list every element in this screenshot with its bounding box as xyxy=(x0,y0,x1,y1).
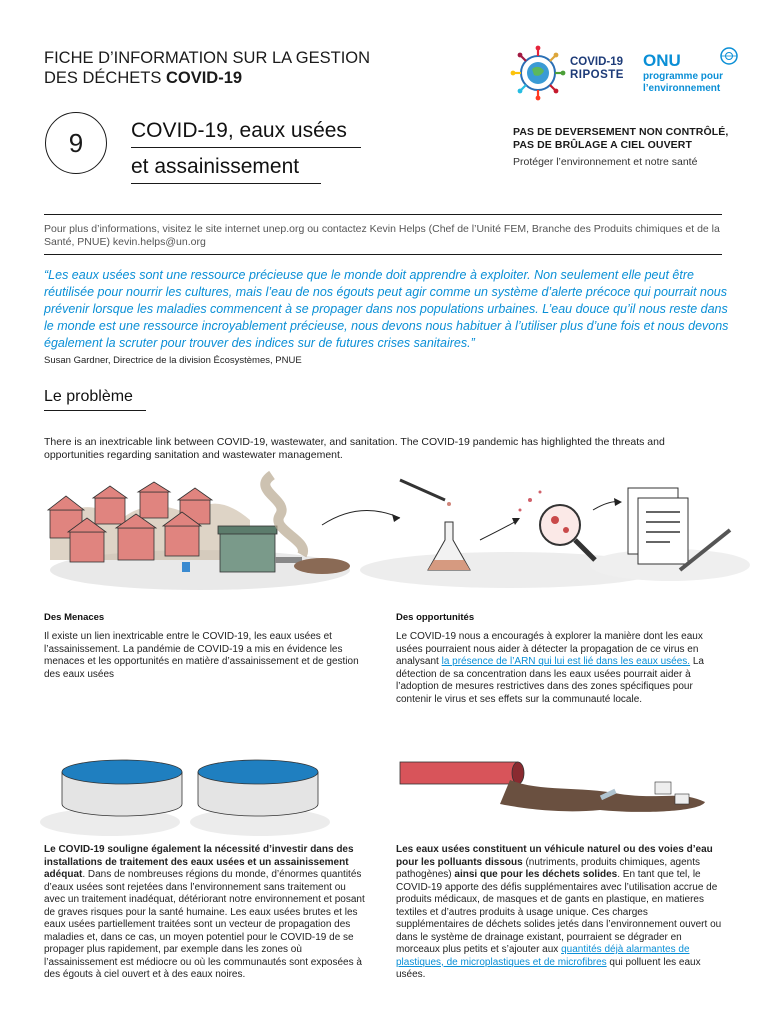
quote-text: “Les eaux usées sont une ressource précieuse que le monde doit apprendre à exploiter. Non seulement elle peut être réutilisée pour nourrir les cultures, mais l’eau de nos égouts peut agir comme un système d’alerte précoce qui pourrait nous prévenir lorsque les maladies commencent à se propager dans nos populations urbaines. L’eau douce qu’il nous reste dans le monde est une ressource incroyablement précieuse, nous devons nous habituer à l’utiliser plus d’une fois et nous devons également la scruter pour trouver des indices sur de futures crises sanitaires.” xyxy=(44,268,729,350)
opportunites-text-2: La détection de sa concentration dans les eaux usées pourrait aider à l’adoption de mesures restrictives dans des zones spécifiques pour contenir le virus et ses effets sur la communauté locale. xyxy=(396,656,704,705)
section-underline xyxy=(44,410,146,411)
fiche-title-line2 xyxy=(44,68,404,88)
divider-top xyxy=(44,214,722,215)
covid-logo-line2: RIPOSTE xyxy=(570,69,624,81)
latrine-icon xyxy=(220,532,275,572)
traitement-body: . Dans de nombreuses régions du monde, d’énormes quantités d’eaux usées sont rejetées dans l’environnement sans traitement ou avec un traitement inadéquat, détériorant notre environnement et posant de graves risques pour la santé humaine. Les eaux usées brutes et les eaux usées partiellement traitées sont un vecteur de propagation des maladies et, dans ce cas, un moyen potentiel pour le COVID-19 de se propager plus rapidement, par exemple dans les zones où l’assainissement est médiocre ou où les communautés sont exposées à des égouts à ciel ouvert et à des eaux noires. xyxy=(44,869,365,980)
onu-logo: ONU xyxy=(643,51,681,70)
covid-riposte-logo xyxy=(570,56,624,82)
quote-author: Susan Gardner, Directrice de la division Écosystèmes, PNUE xyxy=(44,355,302,366)
tagline-sub: Protéger l’environnement et notre santé xyxy=(513,156,698,168)
sewage-puddle xyxy=(294,558,350,574)
covid-logo-line1: COVID-19 xyxy=(570,56,624,68)
mask-icon xyxy=(675,794,689,804)
tagline xyxy=(513,126,743,152)
traitement-bold: Le COVID-19 souligne également la nécessité d’investir dans des installations de traitement des eaux usées et un assainissement adéquat xyxy=(44,844,354,880)
vehicule-text-1: (nutriments, produits chimiques, agents pathogènes) xyxy=(396,856,700,880)
mask-icon xyxy=(655,782,671,794)
plastiques-link[interactable]: quantités déjà alarmantes de plastiques, de microplastiques et de microfibres xyxy=(396,944,690,968)
onu-sub-line1: programme pour xyxy=(643,71,724,82)
vehicule-text-2: . En tant que tel, le COVID-19 apporte des défis supplémentaires avec l’utilisation accrue de produits médicaux, de masques et de gants en plastique, en matieres textiles et d’autres produits à usage unique. Ces charges supplémentaires de déchets solides jetés dans l’environnement ouvert ou dans le système de drainage existant, pourraient se dégrader en morceaux plus petits et s’ajouter aux xyxy=(396,869,722,955)
section-heading-probleme: Le problème xyxy=(44,388,133,405)
fiche-title xyxy=(44,48,404,88)
vehicule-bold-2: ainsi que pour les déchets solides xyxy=(454,869,618,880)
menaces-heading: Des Menaces xyxy=(44,612,105,623)
contact-info: Pour plus d’informations, visitez le site internet unep.org ou contactez Kevin Helps (Chef de l’Unité FEM, Branche des Produits chimiques et de la Santé, PNUE) kevin.helps@un.org xyxy=(44,223,720,248)
tagline-line1: PAS DE DEVERSEMENT NON CONTRÔLÉ, xyxy=(513,126,729,138)
page-title-line2: et assainissement xyxy=(131,155,300,178)
wastewater-illustration xyxy=(40,470,760,610)
opportunites-heading: Des opportunités xyxy=(396,612,475,623)
onu-sub-line2: l’environnement xyxy=(643,82,721,94)
tagline-line2: PAS DE BRÛLAGE A CIEL OUVERT xyxy=(513,139,692,151)
pipe-icon xyxy=(400,762,518,784)
fiche-title-line1: FICHE D’INFORMATION SUR LA GESTION xyxy=(44,49,371,67)
opportunites-text-1: Le COVID-19 nous a encouragés à explorer la manière dont les eaux usées pourraient nous aider à détecter la propagation de ce virus en analysant xyxy=(396,631,703,667)
treatment-and-pipe-illustration xyxy=(40,752,760,842)
opportunites-text xyxy=(396,631,718,706)
pipette-icon xyxy=(400,480,445,500)
bucket-icon xyxy=(182,562,190,572)
arn-link[interactable]: la présence de l’ARN qui lui est lié dans les eaux usées. xyxy=(441,656,691,667)
fiche-title-bold: COVID-19 xyxy=(165,69,243,87)
onu-subtitle xyxy=(643,71,733,94)
vehicule-text xyxy=(396,844,722,982)
magnifier-icon xyxy=(540,505,580,545)
title-underline-1 xyxy=(131,147,361,148)
probleme-intro: There is an inextricable link between COVID-19, wastewater, and sanitation. The COVID-19 pandemic has highlighted the threats and opportunities regarding sanitation and wastewater management. xyxy=(44,436,665,461)
vehicule-bold-1: Les eaux usées constituent un véhicule naturel ou des voies d’eau pour les polluants dissous xyxy=(396,844,713,868)
fiche-title-prefix: DES DÉCHETS xyxy=(44,69,166,87)
divider-bottom xyxy=(44,254,722,255)
house-icon xyxy=(48,482,212,562)
page-title-line1: COVID-19, eaux usées xyxy=(131,119,347,142)
traitement-text xyxy=(44,844,368,982)
sheet-number: 9 xyxy=(45,112,107,174)
menaces-text: Il existe un lien inextricable entre le COVID-19, les eaux usées et l’assainissement. La pandémie de COVID-19 a mis en évidence les menaces et les opportunités en matière d’assainissement et de gestion des eaux usées xyxy=(44,631,359,680)
vehicule-text-3: qui polluent les eaux usées. xyxy=(396,956,701,980)
title-underline-2 xyxy=(131,183,321,184)
